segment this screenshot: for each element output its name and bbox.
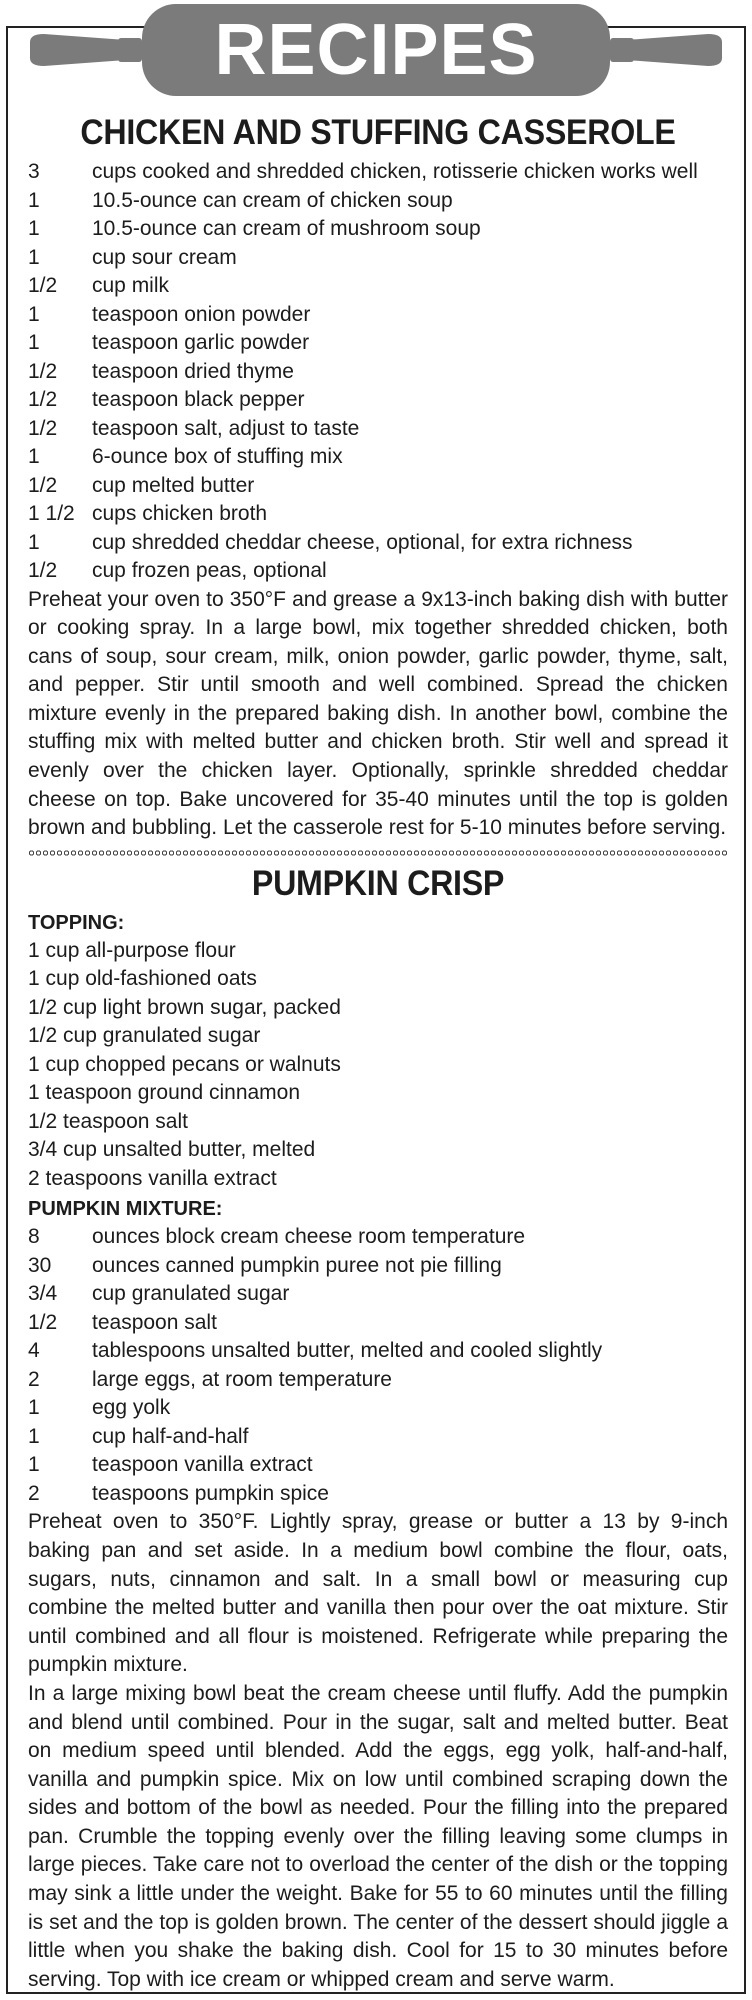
ingredient-row [28, 272, 728, 301]
ingredient-row: 1/2 cup light brown sugar, packed [28, 995, 341, 1019]
ingredient-row [28, 557, 728, 586]
ingredient-quantity: 1/2 [28, 1310, 58, 1334]
ingredient-row: 2 teaspoons vanilla extract [28, 1166, 277, 1190]
ingredient-row: 1 cup old-fashioned oats [28, 967, 257, 991]
ingredient-description: teaspoon garlic powder [92, 331, 310, 354]
ingredient-row [28, 329, 728, 358]
pumpkin-mixture-heading: PUMPKIN MIXTURE: [28, 1198, 223, 1221]
ingredient-quantity: 1 [28, 302, 40, 326]
ingredient-description: cups chicken broth [92, 502, 268, 525]
ingredient-description: teaspoon black pepper [92, 388, 305, 411]
ingredient-quantity: 1 1/2 [28, 502, 75, 525]
ingredient-row [28, 1366, 728, 1395]
banner-title: RECIPES [214, 10, 538, 90]
ingredient-quantity: 1 [28, 331, 40, 354]
ingredient-row: 3/4 cup unsalted butter, melted [28, 1138, 316, 1162]
topping-list [28, 937, 728, 1194]
recipes-content [28, 112, 728, 1994]
ingredient-description: teaspoon onion powder [92, 302, 311, 326]
ingredient-quantity: 1/2 [28, 274, 58, 297]
ingredient-quantity: 1/2 [28, 559, 58, 582]
ingredient-row [28, 529, 728, 558]
recipe-title-casserole: CHICKEN AND STUFFING CASSEROLE [80, 113, 676, 152]
ingredient-row [28, 1423, 728, 1452]
ingredient-description: teaspoon salt [92, 1310, 217, 1334]
ingredient-row [28, 1223, 728, 1252]
ingredient-row [28, 1309, 728, 1338]
ingredient-row [28, 1394, 728, 1423]
ingredient-row [28, 215, 728, 244]
ingredient-row [28, 1480, 728, 1509]
section-divider [28, 849, 728, 857]
recipe-title-pumpkin-crisp: PUMPKIN CRISP [251, 863, 505, 903]
ingredient-row [28, 500, 728, 529]
pumpkin-mixture-list [28, 1223, 728, 1508]
ingredient-description: teaspoon vanilla extract [92, 1453, 313, 1477]
ingredient-row: 1/2 teaspoon salt [28, 1109, 188, 1133]
casserole-instructions: Preheat your oven to 350°F and grease a 9x13-inch baking dish with butter or cooking spray. In a large bowl, mix together shredded chicken, both cans of soup, sour cream, milk, onion powder, garlic powder, thyme, salt, and pepper. Stir until smooth and well combined. Spread the chicken mixture evenly in the prepared baking dish. In another bowl, combine the stuffing mix with melted butter and chicken broth. Stir well and spread it evenly over the chicken layer. Optionally, sprinkle shredded cheddar cheese on top. Bake uncovered for 35-40 minutes until the top is golden brown and bubbling. Let the casserole rest for 5-10 minutes before serving. [28, 587, 728, 840]
ingredient-row: 1 cup chopped pecans or walnuts [28, 1052, 341, 1076]
ingredient-row [28, 1451, 728, 1480]
ingredient-description: cup frozen peas, optional [92, 559, 327, 582]
ingredient-row [28, 158, 728, 187]
ingredient-quantity: 1/2 [28, 359, 58, 383]
ingredient-row [28, 244, 728, 273]
ingredient-description: teaspoons pumpkin spice [92, 1481, 329, 1505]
ingredient-row: 1/2 cup granulated sugar [28, 1024, 261, 1048]
ingredient-description: ounces canned pumpkin puree not pie filling [92, 1253, 502, 1277]
ingredient-quantity: 1 [28, 1396, 40, 1420]
ingredient-quantity: 1 [28, 445, 40, 468]
ingredient-description: 6-ounce box of stuffing mix [92, 445, 343, 468]
ingredient-row [28, 1252, 728, 1281]
pumpkin-crisp-instructions-2: In a large mixing bowl beat the cream cheese until fluffy. Add the pumpkin and blend until combined. Pour in the sugar, salt and melted butter. Beat on medium speed until blended. Add the eggs, egg yolk, half-and-half, vanilla and pumpkin spice. Mix on low until combined scraping down the sides and bottom of the bowl as needed. Pour the filling into the prepared pan. Crumble the topping evenly over the filling leaving some clumps in large pieces. Take care not to overload the center of the dish or the topping may sink a little under the weight. Bake for 55 to 60 minutes until the filling is set and the top is golden brown. The center of the dessert should jiggle a little when you shake the baking dish. Cool for 15 to 30 minutes before serving. Top with ice cream or whipped cream and serve warm. [28, 1681, 728, 1991]
ingredient-description: large eggs, at room temperature [92, 1367, 392, 1391]
ingredient-row: 1 teaspoon ground cinnamon [28, 1081, 301, 1105]
ingredient-quantity: 1/2 [28, 388, 58, 411]
ingredient-description: cup sour cream [92, 245, 237, 269]
ingredient-description: egg yolk [92, 1396, 171, 1420]
ingredient-description: ounces block cream cheese room temperature [92, 1225, 526, 1249]
ingredient-quantity: 1 [28, 1424, 40, 1448]
ingredient-quantity: 2 [28, 1481, 40, 1505]
ingredient-description: cup melted butter [92, 473, 255, 497]
ingredient-quantity: 8 [28, 1225, 40, 1249]
ingredient-row [28, 1337, 728, 1366]
ingredient-description: cup half-and-half [92, 1424, 249, 1448]
topping-heading: TOPPING: [28, 911, 125, 934]
ingredient-row [28, 443, 728, 472]
ingredient-row [28, 386, 728, 415]
ingredient-description: cup shredded cheddar cheese, optional, for extra richness [92, 530, 633, 554]
ingredient-row [28, 1280, 728, 1309]
ingredient-description: cup milk [92, 274, 170, 297]
ingredient-row [28, 358, 728, 387]
ingredient-quantity: 1 [28, 530, 40, 554]
pumpkin-crisp-instructions-1: Preheat oven to 350°F. Lightly spray, grease or butter a 13 by 9-inch baking pan and set aside. In a medium bowl combine the flour, oats, sugars, nuts, cinnamon and salt. In a small bowl or measuring cup combine the melted butter and vanilla then pour over the oat mixture. Stir until combined and all flour is moistened. Refrigerate while preparing the pumpkin mixture. [28, 1510, 728, 1677]
ingredient-description: teaspoon salt, adjust to taste [92, 416, 360, 440]
ingredient-description: tablespoons unsalted butter, melted and cooled slightly [92, 1339, 603, 1363]
ingredient-description: 10.5-ounce can cream of chicken soup [92, 188, 453, 212]
ingredient-quantity: 1/2 [28, 473, 58, 497]
ingredient-quantity: 1 [28, 217, 40, 240]
ingredient-quantity: 30 [28, 1253, 52, 1277]
ingredient-quantity: 1 [28, 1453, 40, 1477]
ingredient-row: 1 cup all-purpose flour [28, 938, 236, 962]
ingredient-description: teaspoon dried thyme [92, 359, 294, 383]
ingredient-description: cup granulated sugar [92, 1282, 290, 1306]
ingredient-description: cups cooked and shredded chicken, rotisserie chicken works well [92, 160, 698, 183]
ingredient-row [28, 415, 728, 444]
ingredient-row [28, 301, 728, 330]
ingredient-quantity: 1 [28, 245, 40, 269]
ingredient-quantity: 1/2 [28, 416, 58, 440]
ingredient-quantity: 1 [28, 188, 40, 212]
ingredient-description: 10.5-ounce can cream of mushroom soup [92, 217, 481, 240]
ingredient-quantity: 2 [28, 1367, 40, 1391]
ingredient-row [28, 472, 728, 501]
recipes-banner [0, 0, 752, 100]
ingredient-row [28, 187, 728, 216]
casserole-ingredient-list [28, 158, 728, 586]
ingredient-quantity: 4 [28, 1339, 40, 1363]
ingredient-quantity: 3/4 [28, 1282, 58, 1306]
ingredient-quantity: 3 [28, 160, 40, 183]
